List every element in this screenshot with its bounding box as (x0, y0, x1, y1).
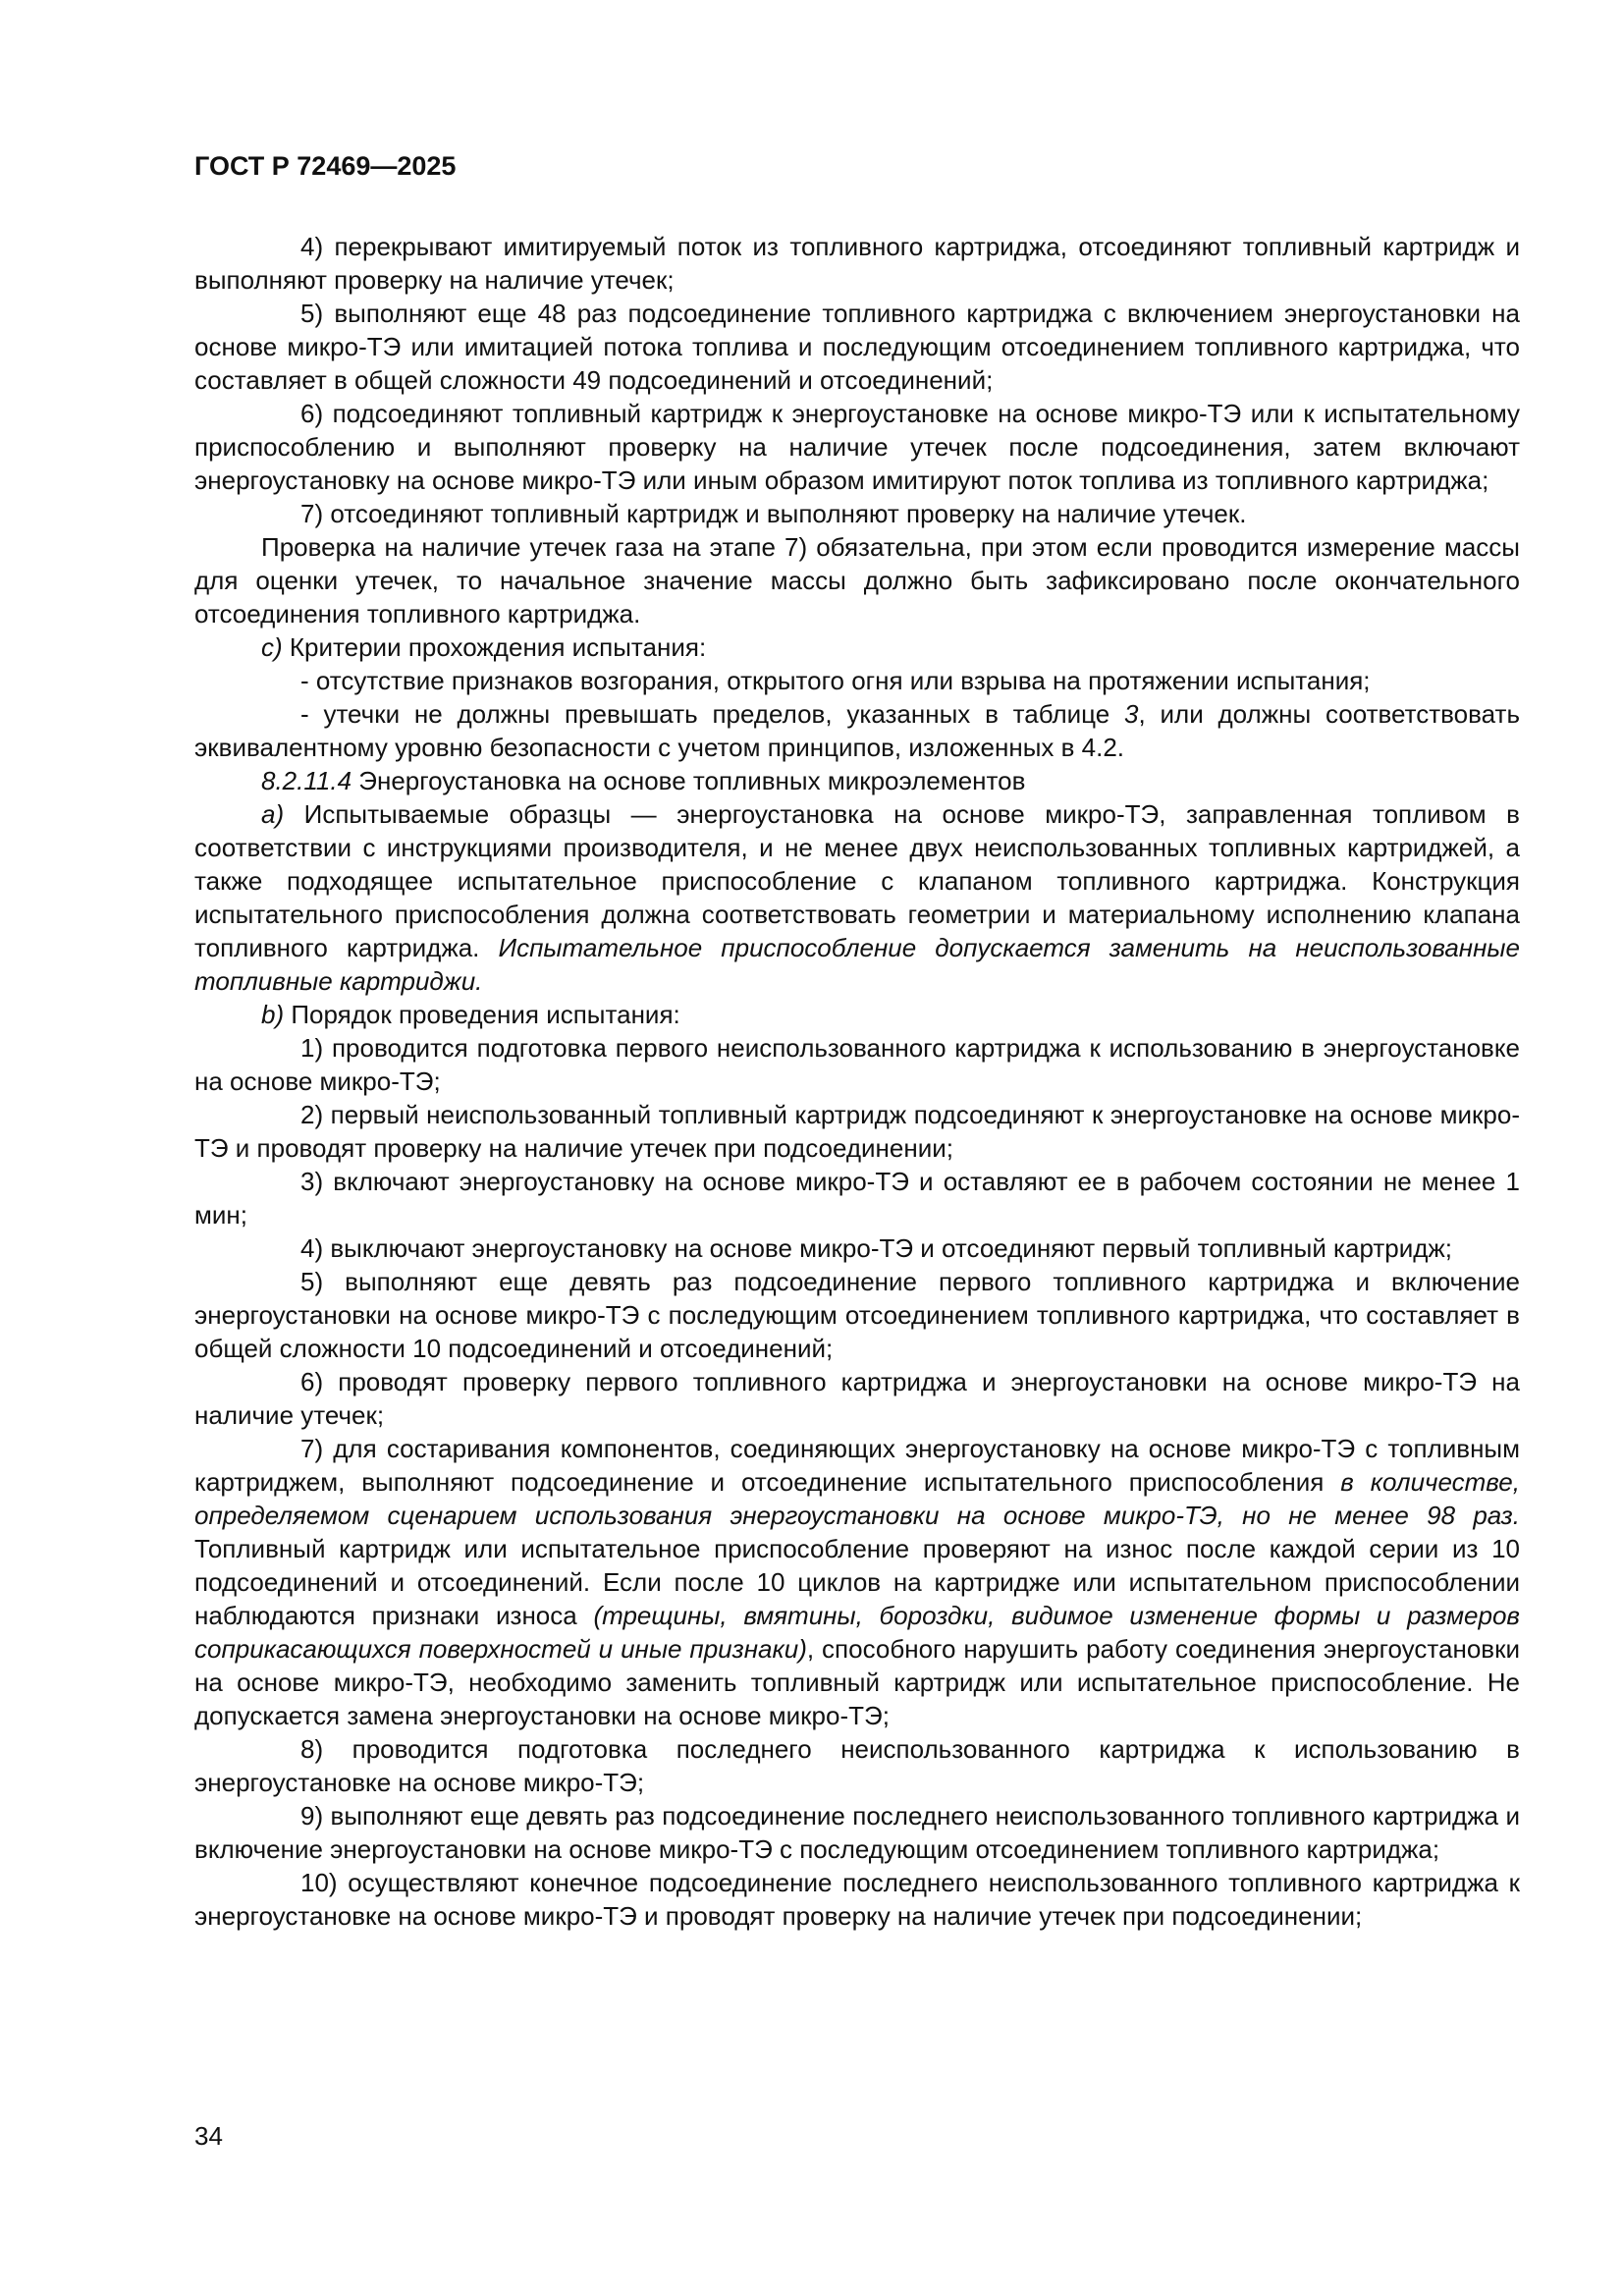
list-marker: с) (261, 632, 283, 662)
paragraph-text: 5) выполняют еще девять раз подсоединение первого топливного картриджа и включение энергоустановки на основе микро-ТЭ с последующим отсоединением топливного картриджа, что составляет в общей сложности 10 подсоединений и отсоединений; (194, 1267, 1520, 1363)
paragraph-text: 4) перекрывают имитируемый поток из топливного картриджа, отсоединяют топливный картридж и выполняют проверку на наличие утечек; (194, 232, 1520, 295)
standard-number: ГОСТ Р 72469—2025 (194, 151, 457, 181)
document-header (194, 149, 456, 183)
paragraph-text: Порядок проведения испытания: (284, 1000, 680, 1029)
paragraph-test-samples (194, 797, 1520, 998)
paragraph-criterion-2 (194, 697, 1520, 764)
table-reference: 3 (1124, 699, 1139, 729)
section-title: Энергоустановка на основе топливных микроэлементов (352, 766, 1026, 795)
paragraph-proc-step-6 (194, 1365, 1520, 1432)
paragraph-text: 6) проводят проверку первого топливного картриджа и энергоустановки на основе микро-ТЭ на наличие утечек; (194, 1367, 1520, 1430)
paragraph-proc-step-7 (194, 1432, 1520, 1732)
paragraph-step-7 (194, 497, 1520, 530)
page-footer (194, 2119, 223, 2153)
paragraph-text: Топливный картридж или испытательное приспособление проверяют на износ после каждой серии из 10 подсоединений и отсоединений. Если после 10 циклов на картридже или испытательном приспособлении наблюдаются признаки износа (194, 1534, 1520, 1630)
paragraph-proc-step-9 (194, 1799, 1520, 1866)
paragraph-text: 8) проводится подготовка последнего неиспользованного картриджа к использованию в энергоустановке на основе микро-ТЭ; (194, 1734, 1520, 1797)
paragraph-italic-text: Испытательное приспособление допускается заменить на неиспользованные топливные картриджи. (194, 933, 1521, 996)
list-marker: b) (261, 1000, 285, 1029)
paragraph-proc-step-5 (194, 1265, 1520, 1365)
paragraph-text: , или должны соответствовать эквивалентному уровню безопасности с учетом принципов, изложенных в 4.2. (194, 699, 1520, 762)
paragraph-proc-step-4 (194, 1231, 1520, 1265)
paragraph-italic-text: в количестве, определяемом сценарием использования энергоустановки на основе микро-ТЭ, но не менее 98 раз. (194, 1467, 1520, 1530)
paragraph-italic-text: (трещины, вмятины, бороздки, видимое изменение формы и размеров соприкасающихся поверхностей и иные признаки) (194, 1601, 1520, 1664)
paragraph-text: 5) выполняют еще 48 раз подсоединение топливного картриджа с включением энергоустановки на основе микро-ТЭ или имитацией потока топлива и последующим отсоединением топливного картриджа, что составляет в общей сложности 49 подсоединений и отсоединений; (194, 299, 1520, 395)
paragraph-text: - отсутствие признаков возгорания, открытого огня или взрыва на протяжении испытания; (300, 666, 1371, 695)
paragraph-text: 4) выключают энергоустановку на основе микро-ТЭ и отсоединяют первый топливный картридж; (300, 1233, 1453, 1263)
paragraph-text: 3) включают энергоустановку на основе микро-ТЭ и оставляют ее в рабочем состоянии не менее 1 мин; (194, 1167, 1520, 1230)
paragraph-text: 7) для состаривания компонентов, соединяющих энергоустановку на основе микро-ТЭ с топливным картриджем, выполняют подсоединение и отсоединение испытательного приспособления (194, 1434, 1520, 1497)
paragraph-text: 9) выполняют еще девять раз подсоединение последнего неиспользованного топливного картриджа и включение энергоустановки на основе микро-ТЭ с последующим отсоединением топливного картриджа; (194, 1801, 1520, 1864)
paragraph-text: Испытываемые образцы — энергоустановка на основе микро-ТЭ, заправленная топливом в соответствии с инструкциями производителя, и не менее двух неиспользованных топливных картриджей, а также подходящее испытательное приспособление с клапаном топливного картриджа. Конструкция испытательного приспособления должна соответствовать геометрии и материальному исполнению клапана топливного картриджа. (194, 799, 1520, 962)
paragraph-procedure-heading (194, 998, 1520, 1031)
paragraph-text: 10) осуществляют конечное подсоединение последнего неиспользованного топливного картриджа к энергоустановке на основе микро-ТЭ и проводят проверку на наличие утечек при подсоединении; (194, 1868, 1520, 1931)
paragraph-criteria-heading (194, 630, 1520, 664)
paragraph-criterion-1 (194, 664, 1520, 697)
paragraph-text: 1) проводится подготовка первого неиспользованного картриджа к использованию в энергоустановке на основе микро-ТЭ; (194, 1033, 1520, 1096)
section-heading-8-2-11-4 (194, 764, 1520, 797)
paragraph-step-5 (194, 297, 1520, 397)
section-number: 8.2.11.4 (261, 766, 352, 795)
paragraph-text: 2) первый неиспользованный топливный картридж подсоединяют к энергоустановке на основе микро-ТЭ и проводят проверку на наличие утечек при подсоединении; (194, 1100, 1520, 1163)
paragraph-proc-step-10 (194, 1866, 1520, 1933)
paragraph-text: 7) отсоединяют топливный картридж и выполняют проверку на наличие утечек. (300, 499, 1247, 528)
paragraph-step-4 (194, 230, 1520, 297)
list-marker: а) (261, 799, 285, 829)
paragraph-text: Критерии прохождения испытания: (282, 632, 707, 662)
paragraph-proc-step-3 (194, 1165, 1520, 1231)
paragraph-text: , способного нарушить работу соединения энергоустановки на основе микро-ТЭ, необходимо заменить топливный картридж или испытательное приспособление. Не допускается замена энергоустановки на основе микро-ТЭ; (194, 1634, 1520, 1730)
document-body (194, 230, 1520, 1933)
paragraph-text: 6) подсоединяют топливный картридж к энергоустановке на основе микро-ТЭ или к испытательному приспособлению и выполняют проверку на наличие утечек после подсоединения, затем включают энергоустановку на основе микро-ТЭ или иным образом имитируют поток топлива из топливного картриджа; (194, 399, 1520, 495)
paragraph-proc-step-2 (194, 1098, 1520, 1165)
paragraph-proc-step-1 (194, 1031, 1520, 1098)
paragraph-text: - утечки не должны превышать пределов, указанных в таблице (300, 699, 1125, 729)
paragraph-text: Проверка на наличие утечек газа на этапе 7) обязательна, при этом если проводится измерение массы для оценки утечек, то начальное значение массы должно быть зафиксировано после окончательного отсоединения топливного картриджа. (194, 532, 1520, 629)
paragraph-proc-step-8 (194, 1732, 1520, 1799)
paragraph-leak-check-note (194, 530, 1520, 630)
page-number: 34 (194, 2121, 223, 2151)
paragraph-step-6 (194, 397, 1520, 497)
